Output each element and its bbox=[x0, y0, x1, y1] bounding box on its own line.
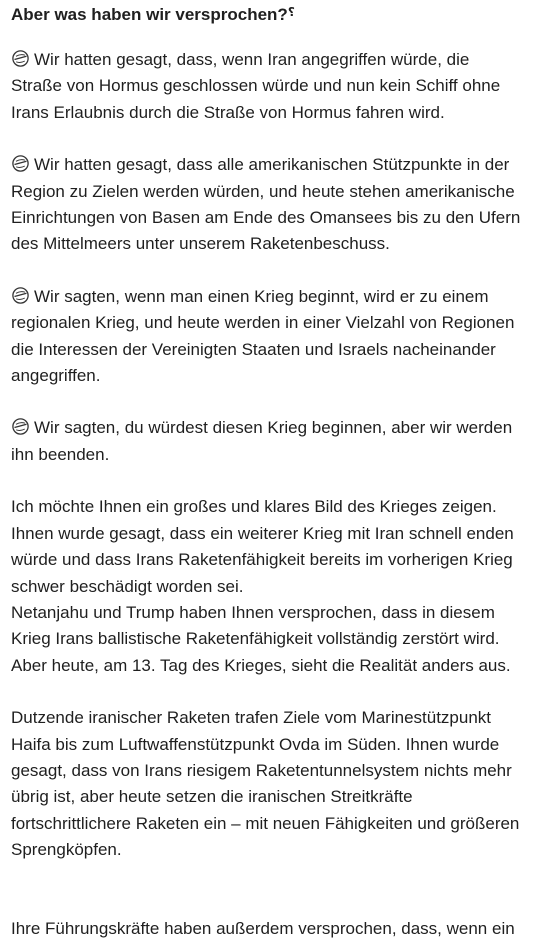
spacer bbox=[11, 864, 535, 916]
text-line-content: Sprengköpfen. bbox=[11, 840, 122, 860]
text-line bbox=[11, 179, 535, 205]
title-suffix: ⸮ bbox=[287, 5, 295, 19]
text-line-content: angegriffen. bbox=[11, 366, 101, 386]
message-title bbox=[11, 0, 535, 27]
spacer bbox=[11, 468, 535, 494]
paragraph-1 bbox=[11, 494, 535, 679]
spacer bbox=[11, 389, 535, 415]
text-line bbox=[11, 337, 535, 363]
text-line bbox=[11, 705, 535, 731]
text-line-content: Ihre Führungskräfte haben außerdem versprochen, dass, wenn ein bbox=[11, 918, 515, 938]
missile-emoji-icon bbox=[11, 50, 30, 67]
bullet-list bbox=[11, 47, 535, 494]
text-line-content: die Interessen der Vereinigten Staaten und Israels nacheinander bbox=[11, 339, 496, 359]
text-line bbox=[11, 521, 535, 547]
text-line-content: Aber heute, am 13. Tag des Krieges, sieht die Realität anders aus. bbox=[11, 655, 511, 675]
text-line bbox=[11, 574, 535, 600]
text-line bbox=[11, 284, 535, 310]
text-line bbox=[11, 758, 535, 784]
text-line bbox=[11, 653, 535, 679]
text-line-content: Haifa bis zum Luftwaffenstützpunkt Ovda im Süden. Ihnen wurde bbox=[11, 734, 500, 754]
paragraph-3 bbox=[11, 916, 535, 942]
text-line bbox=[11, 626, 535, 652]
text-line-content: Dutzende iranischer Raketen trafen Ziele vom Marinestützpunkt bbox=[11, 708, 492, 728]
text-line bbox=[11, 916, 535, 942]
bullet-item bbox=[11, 284, 535, 390]
text-line bbox=[11, 811, 535, 837]
text-line-content: des Mittelmeers unter unserem Raketenbeschuss. bbox=[11, 234, 390, 254]
text-line bbox=[11, 415, 535, 441]
text-line-content: würde und dass Irans Raketenfähigkeit bereits im vorherigen Krieg bbox=[11, 550, 513, 570]
missile-emoji-icon bbox=[11, 155, 30, 172]
text-line bbox=[11, 100, 535, 126]
bullet-item bbox=[11, 47, 535, 126]
text-line-content: regionalen Krieg, und heute werden in einer Vielzahl von Regionen bbox=[11, 313, 515, 333]
missile-emoji-icon bbox=[11, 287, 30, 304]
text-line bbox=[11, 494, 535, 520]
text-line-content: Straße von Hormus geschlossen würde und nun kein Schiff ohne bbox=[11, 76, 501, 96]
text-line bbox=[11, 231, 535, 257]
missile-emoji-icon bbox=[11, 418, 30, 435]
bullet-item bbox=[11, 152, 535, 258]
text-line bbox=[11, 732, 535, 758]
text-line-content: gesagt, dass von Irans riesigem Raketentunnelsystem nichts mehr bbox=[11, 760, 512, 780]
text-line-content: ihn beenden. bbox=[11, 444, 110, 464]
text-line-content: Wir sagten, wenn man einen Krieg beginnt, wird er zu einem bbox=[34, 286, 489, 306]
text-line bbox=[11, 784, 535, 810]
text-line bbox=[11, 47, 535, 73]
text-line-content: Irans Erlaubnis durch die Straße von Hormus fahren wird. bbox=[11, 102, 445, 122]
text-line bbox=[11, 600, 535, 626]
text-line-content: fortschrittlichere Raketen ein – mit neuen Fähigkeiten und größeren bbox=[11, 813, 520, 833]
text-line bbox=[11, 547, 535, 573]
text-line bbox=[11, 837, 535, 863]
spacer bbox=[11, 27, 535, 47]
bullet-item bbox=[11, 415, 535, 468]
text-line bbox=[11, 152, 535, 178]
text-line-content: Ihnen wurde gesagt, dass ein weiterer Krieg mit Iran schnell enden bbox=[11, 523, 514, 543]
text-line-content: Region zu Zielen werden würden, und heute stehen amerikanische bbox=[11, 181, 515, 201]
text-line-content: schwer beschädigt worden sei. bbox=[11, 576, 244, 596]
spacer bbox=[11, 258, 535, 284]
text-line-content: Einrichtungen von Basen am Ende des Omansees bis zu den Ufern bbox=[11, 208, 521, 228]
text-line bbox=[11, 73, 535, 99]
text-line bbox=[11, 363, 535, 389]
text-line-content: übrig ist, aber heute setzen die iranischen Streitkräfte bbox=[11, 787, 413, 807]
text-line-content: Ich möchte Ihnen ein großes und klares Bild des Krieges zeigen. bbox=[11, 497, 497, 517]
spacer bbox=[11, 679, 535, 705]
spacer bbox=[11, 126, 535, 152]
text-line bbox=[11, 442, 535, 468]
text-line-content: Wir hatten gesagt, dass alle amerikanischen Stützpunkte in der bbox=[34, 155, 510, 175]
text-line bbox=[11, 310, 535, 336]
text-line-content: Wir hatten gesagt, dass, wenn Iran angegriffen würde, die bbox=[34, 50, 470, 69]
text-line-content: Netanjahu und Trump haben Ihnen versprochen, dass in diesem bbox=[11, 602, 495, 622]
text-line-content: Wir sagten, du würdest diesen Krieg beginnen, aber wir werden bbox=[34, 418, 513, 438]
text-line-content: Krieg Irans ballistische Raketenfähigkeit vollständig zerstört wird. bbox=[11, 629, 500, 649]
paragraph-2 bbox=[11, 705, 535, 863]
text-line bbox=[11, 205, 535, 231]
title-text: Aber was haben wir versprochen? bbox=[11, 5, 288, 24]
